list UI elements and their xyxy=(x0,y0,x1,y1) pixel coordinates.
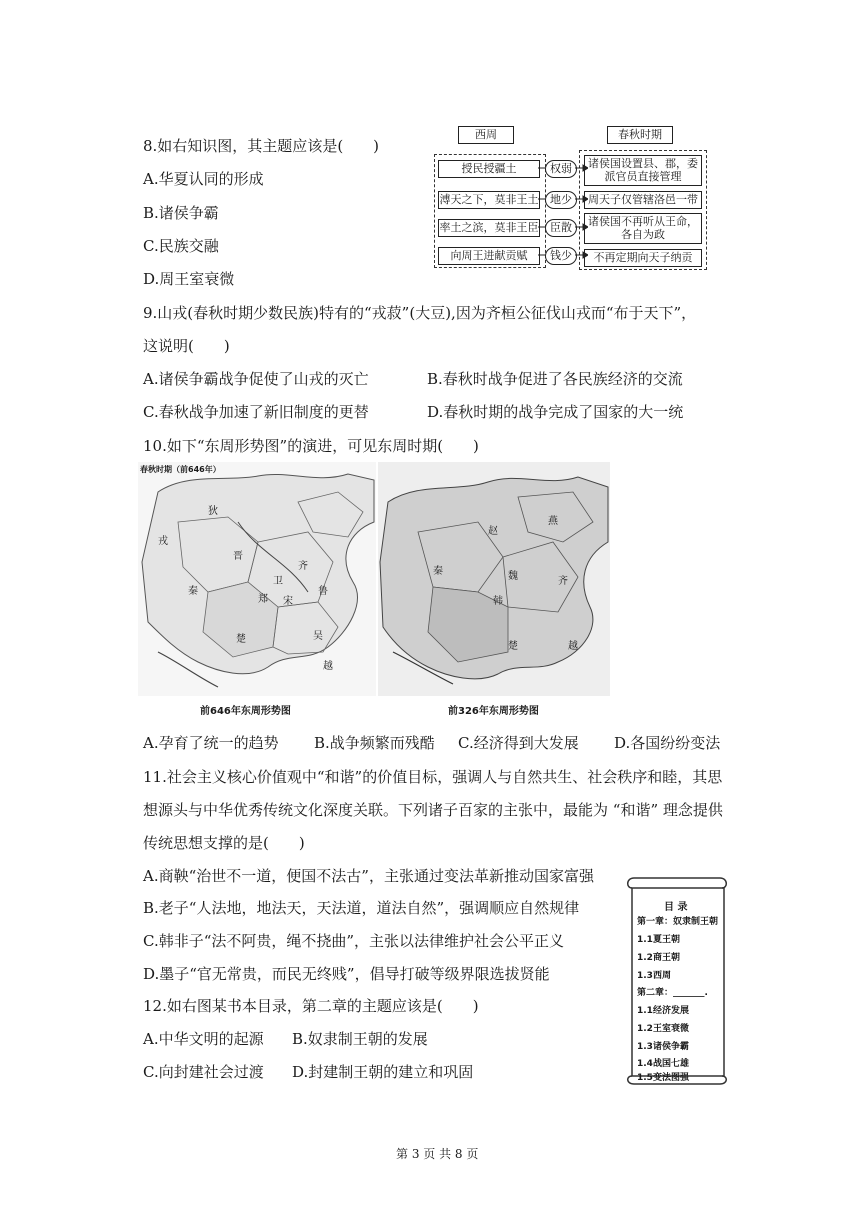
q11-option-d: D.墨子“官无常贵，而民无终贱”，倡导打破等级界限选拔贤能 xyxy=(143,965,550,983)
q11-option-a: A.商鞅“治世不一道，便国不法古”，主张通过变法革新推动国家富强 xyxy=(143,867,594,885)
kg-row1-left: 授民授疆土 xyxy=(438,160,540,178)
q9-option-d: D.春秋时期的战争完成了国家的大一统 xyxy=(427,403,684,421)
map-spring-autumn xyxy=(138,462,376,696)
map-left-label-yue: 越 xyxy=(323,661,333,672)
map-left-label-jin: 晋 xyxy=(233,551,243,562)
q10-option-a: A.孕育了统一的趋势 xyxy=(143,734,279,752)
q8-option-c: C.民族交融 xyxy=(143,237,219,255)
q8-stem: 8.如右知识图，其主题应该是( ) xyxy=(143,137,380,155)
q9-option-b: B.春秋时战争促进了各民族经济的交流 xyxy=(427,370,683,388)
map-right-label-wei: 魏 xyxy=(508,571,518,582)
map-left-label-rong: 戎 xyxy=(158,536,168,547)
q12-option-d: D.封建制王朝的建立和巩固 xyxy=(292,1063,474,1081)
q12-option-b: B.奴隶制王朝的发展 xyxy=(292,1030,428,1048)
q10-stem: 10.如下“东周形势图”的演进，可见东周时期( ) xyxy=(143,437,479,455)
toc-line-8: 1.3诸侯争霸 xyxy=(637,1042,689,1052)
page-footer: 第 3 页 共 8 页 xyxy=(396,1147,479,1161)
map-left-label-song: 宋 xyxy=(283,596,293,607)
kg-header-west-zhou: 西周 xyxy=(458,126,514,144)
kg-row3-mid: 臣散 xyxy=(545,219,577,237)
q11-stem-line2: 想源头与中华优秀传统文化深度关联。下列诸子百家的主张中，最能为 “和谐” 理念提供 xyxy=(143,801,723,819)
toc-line-6: 1.1经济发展 xyxy=(637,1006,689,1016)
kg-arrows xyxy=(538,150,588,270)
q11-option-c: C.韩非子“法不阿贵，绳不挠曲”，主张以法律维护社会公平正义 xyxy=(143,932,565,950)
q11-stem-line3: 传统思想支撑的是( ) xyxy=(143,834,305,852)
toc-line-10: 1.5变法图强 xyxy=(637,1073,689,1083)
toc-line-1: 第一章：奴隶制王朝 xyxy=(637,917,719,927)
map-warring-states xyxy=(378,462,610,696)
toc-line-2: 1.1夏王朝 xyxy=(637,935,680,945)
map-left-label-wei: 卫 xyxy=(273,576,283,587)
kg-row1-mid: 权弱 xyxy=(545,160,577,178)
toc-line-7: 1.2王室衰微 xyxy=(637,1024,689,1034)
map-left-label-wu: 吴 xyxy=(313,631,323,642)
toc-line-5: 第二章：_______. xyxy=(637,988,708,998)
kg-row4-left: 向周王进献贡赋 xyxy=(438,247,540,265)
map-right-label-yue: 越 xyxy=(568,641,578,652)
q11-stem-line1: 11.社会主义核心价值观中“和谐”的价值目标，强调人与自然共生、社会秩序和睦，其思 xyxy=(143,768,723,786)
map-right-label-qin: 秦 xyxy=(433,566,443,577)
q12-stem: 12.如右图某书本目录，第二章的主题应该是( ) xyxy=(143,997,479,1015)
kg-row2-right: 周天子仅管辖洛邑一带 xyxy=(584,191,702,209)
q9-stem-line1: 9.山戎(春秋时期少数民族)特有的“戎菽”(大豆),因为齐桓公征伐山戎而“布于天下”， xyxy=(143,304,697,322)
map-left-label-di: 狄 xyxy=(208,506,218,517)
kg-row4-mid: 钱少 xyxy=(545,247,577,265)
map-right-label-han: 韩 xyxy=(493,596,503,607)
kg-row3-right: 诸侯国不再听从王命，各自为政 xyxy=(584,213,702,244)
q8-option-a: A.华夏认同的形成 xyxy=(143,170,264,188)
map-left-label-chu: 楚 xyxy=(236,634,246,645)
q8-option-d: D.周王室衰微 xyxy=(143,270,235,288)
q9-stem-line2: 这说明( ) xyxy=(143,337,230,355)
map-left-label-qi: 齐 xyxy=(298,561,308,572)
map-left-label-qin: 秦 xyxy=(188,586,198,597)
q10-option-c: C.经济得到大发展 xyxy=(458,734,579,752)
map-right-caption: 前326年东周形势图 xyxy=(448,706,539,717)
map-left-label-zheng: 郑 xyxy=(258,594,268,605)
q12-option-a: A.中华文明的起源 xyxy=(143,1030,264,1048)
q9-option-c: C.春秋战争加速了新旧制度的更替 xyxy=(143,403,369,421)
map-right-label-qi: 齐 xyxy=(558,576,568,587)
kg-row4-right: 不再定期向天子纳贡 xyxy=(584,249,702,267)
map-left-corner-label: 春秋时期（前646年） xyxy=(140,465,221,474)
kg-header-spring-autumn: 春秋时期 xyxy=(607,126,673,144)
q8-option-b: B.诸侯争霸 xyxy=(143,204,219,222)
q12-option-c: C.向封建社会过渡 xyxy=(143,1063,264,1081)
kg-row2-mid: 地少 xyxy=(545,191,577,209)
q10-option-b: B.战争频繁而残酷 xyxy=(314,734,435,752)
kg-row1-right: 诸侯国设置县、郡，委派官员直接管理 xyxy=(584,155,702,186)
kg-row3-left: 率土之滨，莫非王臣 xyxy=(438,219,540,237)
toc-line-4: 1.3西周 xyxy=(637,971,671,981)
q9-option-a: A.诸侯争霸战争促使了山戎的灭亡 xyxy=(143,370,369,388)
kg-row2-left: 溥天之下，莫非王土 xyxy=(438,191,540,209)
map-right-label-yan: 燕 xyxy=(548,516,558,527)
toc-line-9: 1.4战国七雄 xyxy=(637,1059,689,1069)
map-right-drawing xyxy=(378,462,610,696)
toc-title: 目 录 xyxy=(664,902,688,913)
q10-option-d: D.各国纷纷变法 xyxy=(614,734,721,752)
map-left-label-lu: 鲁 xyxy=(318,586,328,597)
toc-line-3: 1.2商王朝 xyxy=(637,953,680,963)
map-right-label-zhao: 赵 xyxy=(488,526,498,537)
map-left-drawing xyxy=(138,462,376,696)
map-right-label-chu: 楚 xyxy=(508,641,518,652)
map-left-caption: 前646年东周形势图 xyxy=(200,706,291,717)
q11-option-b: B.老子“人法地，地法天，天法道，道法自然”，强调顺应自然规律 xyxy=(143,899,580,917)
